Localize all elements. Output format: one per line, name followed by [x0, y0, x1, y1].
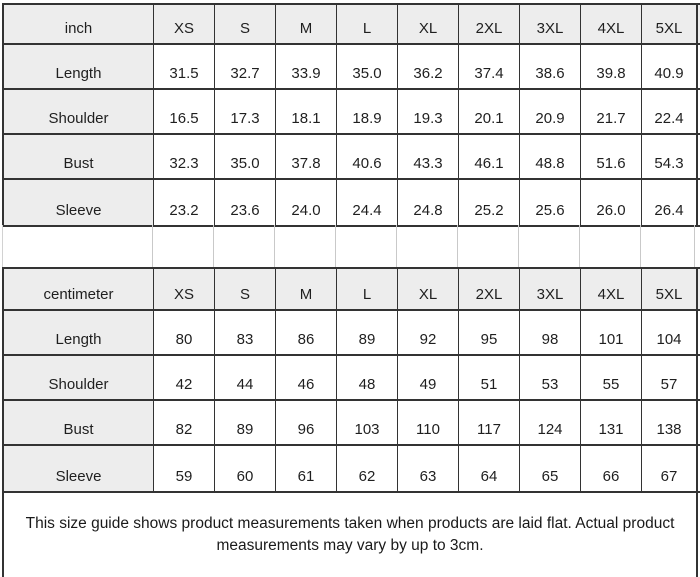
value-cell: 67: [642, 446, 696, 491]
partial-col-cell: [696, 311, 700, 356]
size-col-header-4xl: 4XL: [581, 269, 642, 311]
value-cell: 20.9: [520, 90, 581, 135]
value-cell: 16.5: [154, 90, 215, 135]
value-cell: 21.7: [581, 90, 642, 135]
value-cell: 53: [520, 356, 581, 401]
size-col-header-3xl: 3XL: [520, 269, 581, 311]
value-cell: 54.3: [642, 135, 696, 180]
value-cell: 89: [337, 311, 398, 356]
value-cell: 51: [459, 356, 520, 401]
value-cell: 46.1: [459, 135, 520, 180]
value-cell: 46: [276, 356, 337, 401]
spacer-cell: [695, 225, 700, 267]
spacer-cell: [214, 225, 275, 267]
value-cell: 131: [581, 401, 642, 446]
value-cell: 89: [215, 401, 276, 446]
centimeter-size-table: [2, 267, 700, 493]
row-label-length: Length: [4, 45, 154, 90]
value-cell: 31.5: [154, 45, 215, 90]
size-col-header-l: L: [337, 5, 398, 45]
value-cell: 103: [337, 401, 398, 446]
value-cell: 32.7: [215, 45, 276, 90]
row-label-length: Length: [4, 311, 154, 356]
value-cell: 124: [520, 401, 581, 446]
size-col-header-xl: XL: [398, 269, 459, 311]
value-cell: 86: [276, 311, 337, 356]
size-col-header-xs: XS: [154, 269, 215, 311]
value-cell: 18.1: [276, 90, 337, 135]
spacer-cell: [519, 225, 580, 267]
partial-col-cell: [696, 90, 700, 135]
row-label-shoulder: Shoulder: [4, 90, 154, 135]
value-cell: 101: [581, 311, 642, 356]
spacer-cell: [275, 225, 336, 267]
table-spacer-row: [2, 225, 700, 267]
value-cell: 25.6: [520, 180, 581, 225]
value-cell: 48: [337, 356, 398, 401]
size-col-header-2xl: 2XL: [459, 5, 520, 45]
size-guide-note-text: This size guide shows product measurements taken when products are laid flat. Actual product measurements may vary by up to 3cm.: [25, 515, 675, 554]
value-cell: 98: [520, 311, 581, 356]
partial-col-cell: [696, 45, 700, 90]
size-guide-note-box: [2, 493, 698, 577]
row-label-shoulder: Shoulder: [4, 356, 154, 401]
value-cell: 19.3: [398, 90, 459, 135]
spacer-cell: [458, 225, 519, 267]
unit-label-cell: inch: [4, 5, 154, 45]
value-cell: 92: [398, 311, 459, 356]
partial-col-cell: [696, 180, 700, 225]
value-cell: 55: [581, 356, 642, 401]
value-cell: 43.3: [398, 135, 459, 180]
value-cell: 24.4: [337, 180, 398, 225]
value-cell: 61: [276, 446, 337, 491]
partial-col-header: [696, 5, 700, 45]
value-cell: 59: [154, 446, 215, 491]
value-cell: 23.2: [154, 180, 215, 225]
spacer-cell: [153, 225, 214, 267]
value-cell: 60: [215, 446, 276, 491]
partial-col-cell: [696, 446, 700, 491]
value-cell: 82: [154, 401, 215, 446]
value-cell: 35.0: [337, 45, 398, 90]
size-col-header-m: M: [276, 5, 337, 45]
value-cell: 24.8: [398, 180, 459, 225]
partial-col-cell: [696, 401, 700, 446]
size-col-header-5xl: 5XL: [642, 269, 696, 311]
value-cell: 64: [459, 446, 520, 491]
value-cell: 32.3: [154, 135, 215, 180]
row-label-bust: Bust: [4, 135, 154, 180]
value-cell: 24.0: [276, 180, 337, 225]
spacer-cell: [397, 225, 458, 267]
spacer-cell: [336, 225, 397, 267]
size-col-header-s: S: [215, 269, 276, 311]
unit-label-cell: centimeter: [4, 269, 154, 311]
value-cell: 57: [642, 356, 696, 401]
size-col-header-3xl: 3XL: [520, 5, 581, 45]
value-cell: 37.8: [276, 135, 337, 180]
value-cell: 62: [337, 446, 398, 491]
value-cell: 65: [520, 446, 581, 491]
value-cell: 25.2: [459, 180, 520, 225]
size-col-header-5xl: 5XL: [642, 5, 696, 45]
spacer-cell: [580, 225, 641, 267]
value-cell: 40.9: [642, 45, 696, 90]
size-col-header-xs: XS: [154, 5, 215, 45]
value-cell: 33.9: [276, 45, 337, 90]
value-cell: 20.1: [459, 90, 520, 135]
spacer-cell: [641, 225, 695, 267]
value-cell: 18.9: [337, 90, 398, 135]
value-cell: 66: [581, 446, 642, 491]
inch-size-table: [2, 3, 700, 227]
value-cell: 23.6: [215, 180, 276, 225]
value-cell: 17.3: [215, 90, 276, 135]
partial-col-header: [696, 269, 700, 311]
value-cell: 83: [215, 311, 276, 356]
row-label-sleeve: Sleeve: [4, 446, 154, 491]
value-cell: 48.8: [520, 135, 581, 180]
value-cell: 51.6: [581, 135, 642, 180]
value-cell: 36.2: [398, 45, 459, 90]
size-col-header-xl: XL: [398, 5, 459, 45]
row-label-sleeve: Sleeve: [4, 180, 154, 225]
value-cell: 138: [642, 401, 696, 446]
value-cell: 40.6: [337, 135, 398, 180]
value-cell: 37.4: [459, 45, 520, 90]
partial-col-cell: [696, 135, 700, 180]
value-cell: 22.4: [642, 90, 696, 135]
value-cell: 117: [459, 401, 520, 446]
value-cell: 26.4: [642, 180, 696, 225]
value-cell: 42: [154, 356, 215, 401]
value-cell: 110: [398, 401, 459, 446]
value-cell: 95: [459, 311, 520, 356]
value-cell: 49: [398, 356, 459, 401]
value-cell: 39.8: [581, 45, 642, 90]
size-col-header-2xl: 2XL: [459, 269, 520, 311]
partial-col-cell: [696, 356, 700, 401]
value-cell: 96: [276, 401, 337, 446]
value-cell: 104: [642, 311, 696, 356]
value-cell: 44: [215, 356, 276, 401]
value-cell: 35.0: [215, 135, 276, 180]
size-col-header-m: M: [276, 269, 337, 311]
spacer-cell: [3, 225, 153, 267]
size-col-header-l: L: [337, 269, 398, 311]
value-cell: 63: [398, 446, 459, 491]
size-col-header-s: S: [215, 5, 276, 45]
value-cell: 26.0: [581, 180, 642, 225]
value-cell: 80: [154, 311, 215, 356]
value-cell: 38.6: [520, 45, 581, 90]
size-col-header-4xl: 4XL: [581, 5, 642, 45]
row-label-bust: Bust: [4, 401, 154, 446]
